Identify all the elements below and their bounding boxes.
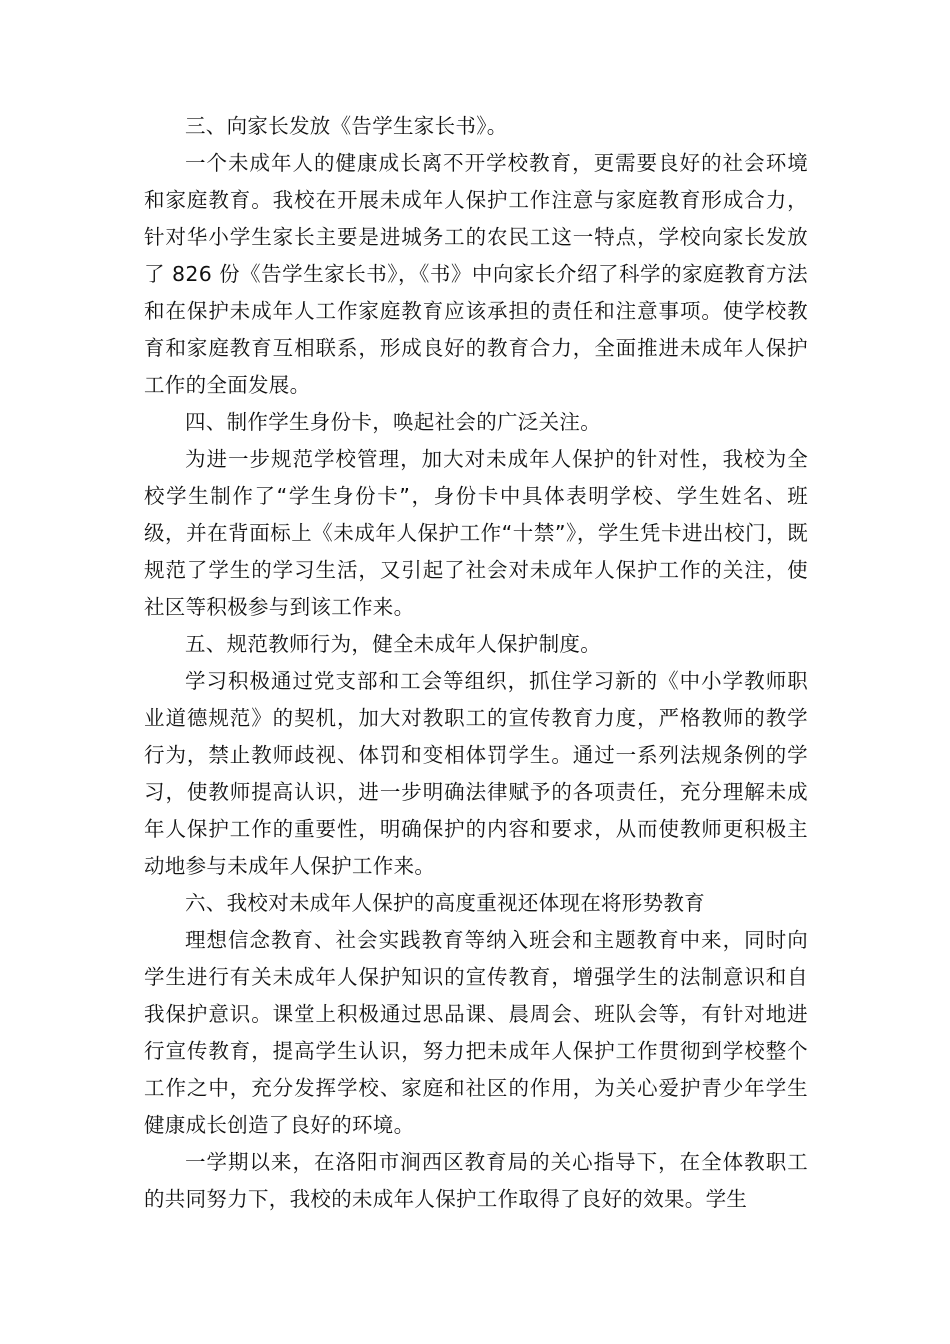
body-paragraph: 一学期以来，在洛阳市涧西区教育局的关心指导下，在全体教职工的共同努力下，我校的未成年人保护工作取得了良好的效果。学生: [144, 1150, 808, 1211]
section-heading-6: 六、我校对未成年人保护的高度重视还体现在将形势教育: [185, 891, 705, 915]
document-body: [144, 108, 808, 1218]
section-heading-4: 四、制作学生身份卡，唤起社会的广泛关注。: [185, 410, 601, 434]
section-heading-5: 五、规范教师行为，健全未成年人保护制度。: [185, 632, 601, 656]
body-paragraph: 为进一步规范学校管理，加大对未成年人保护的针对性，我校为全校学生制作了“学生身份卡”，身份卡中具体表明学校、学生姓名、班级，并在背面标上《未成年人保护工作“十禁”》，学生凭卡进出校门，既规范了学生的学习生活，又引起了社会对未成年人保护工作的关注，使社区等积极参与到该工作来。: [144, 447, 808, 619]
body-paragraph: 理想信念教育、社会实践教育等纳入班会和主题教育中来，同时向学生进行有关未成年人保护知识的宣传教育，增强学生的法制意识和自我保护意识。课堂上积极通过思品课、晨周会、班队会等，有针对地进行宣传教育，提高学生认识，努力把未成年人保护工作贯彻到学校整个工作之中，充分发挥学校、家庭和社区的作用，为关心爱护青少年学生健康成长创造了良好的环境。: [144, 928, 808, 1137]
section-heading-3: 三、向家长发放《告学生家长书》。: [185, 114, 508, 138]
body-paragraph: 一个未成年人的健康成长离不开学校教育，更需要良好的社会环境和家庭教育。我校在开展未成年人保护工作注意与家庭教育形成合力，针对华小学生家长主要是进城务工的农民工这一特点，学校向家长发放了 826 份《告学生家长书》，《书》中向家长介绍了科学的家庭教育方法和在保护未成年人工作家庭教育应该承担的责任和注意事项。使学校教育和家庭教育互相联系，形成良好的教育合力，全面推进未成年人保护工作的全面发展。: [144, 151, 808, 397]
body-paragraph: 学习积极通过党支部和工会等组织，抓住学习新的《中小学教师职业道德规范》的契机，加大对教职工的宣传教育力度，严格教师的教学行为，禁止教师歧视、体罚和变相体罚学生。通过一系列法规条例的学习，使教师提高认识，进一步明确法律赋予的各项责任，充分理解未成年人保护工作的重要性，明确保护的内容和要求，从而使教师更积极主动地参与未成年人保护工作来。: [144, 669, 808, 878]
